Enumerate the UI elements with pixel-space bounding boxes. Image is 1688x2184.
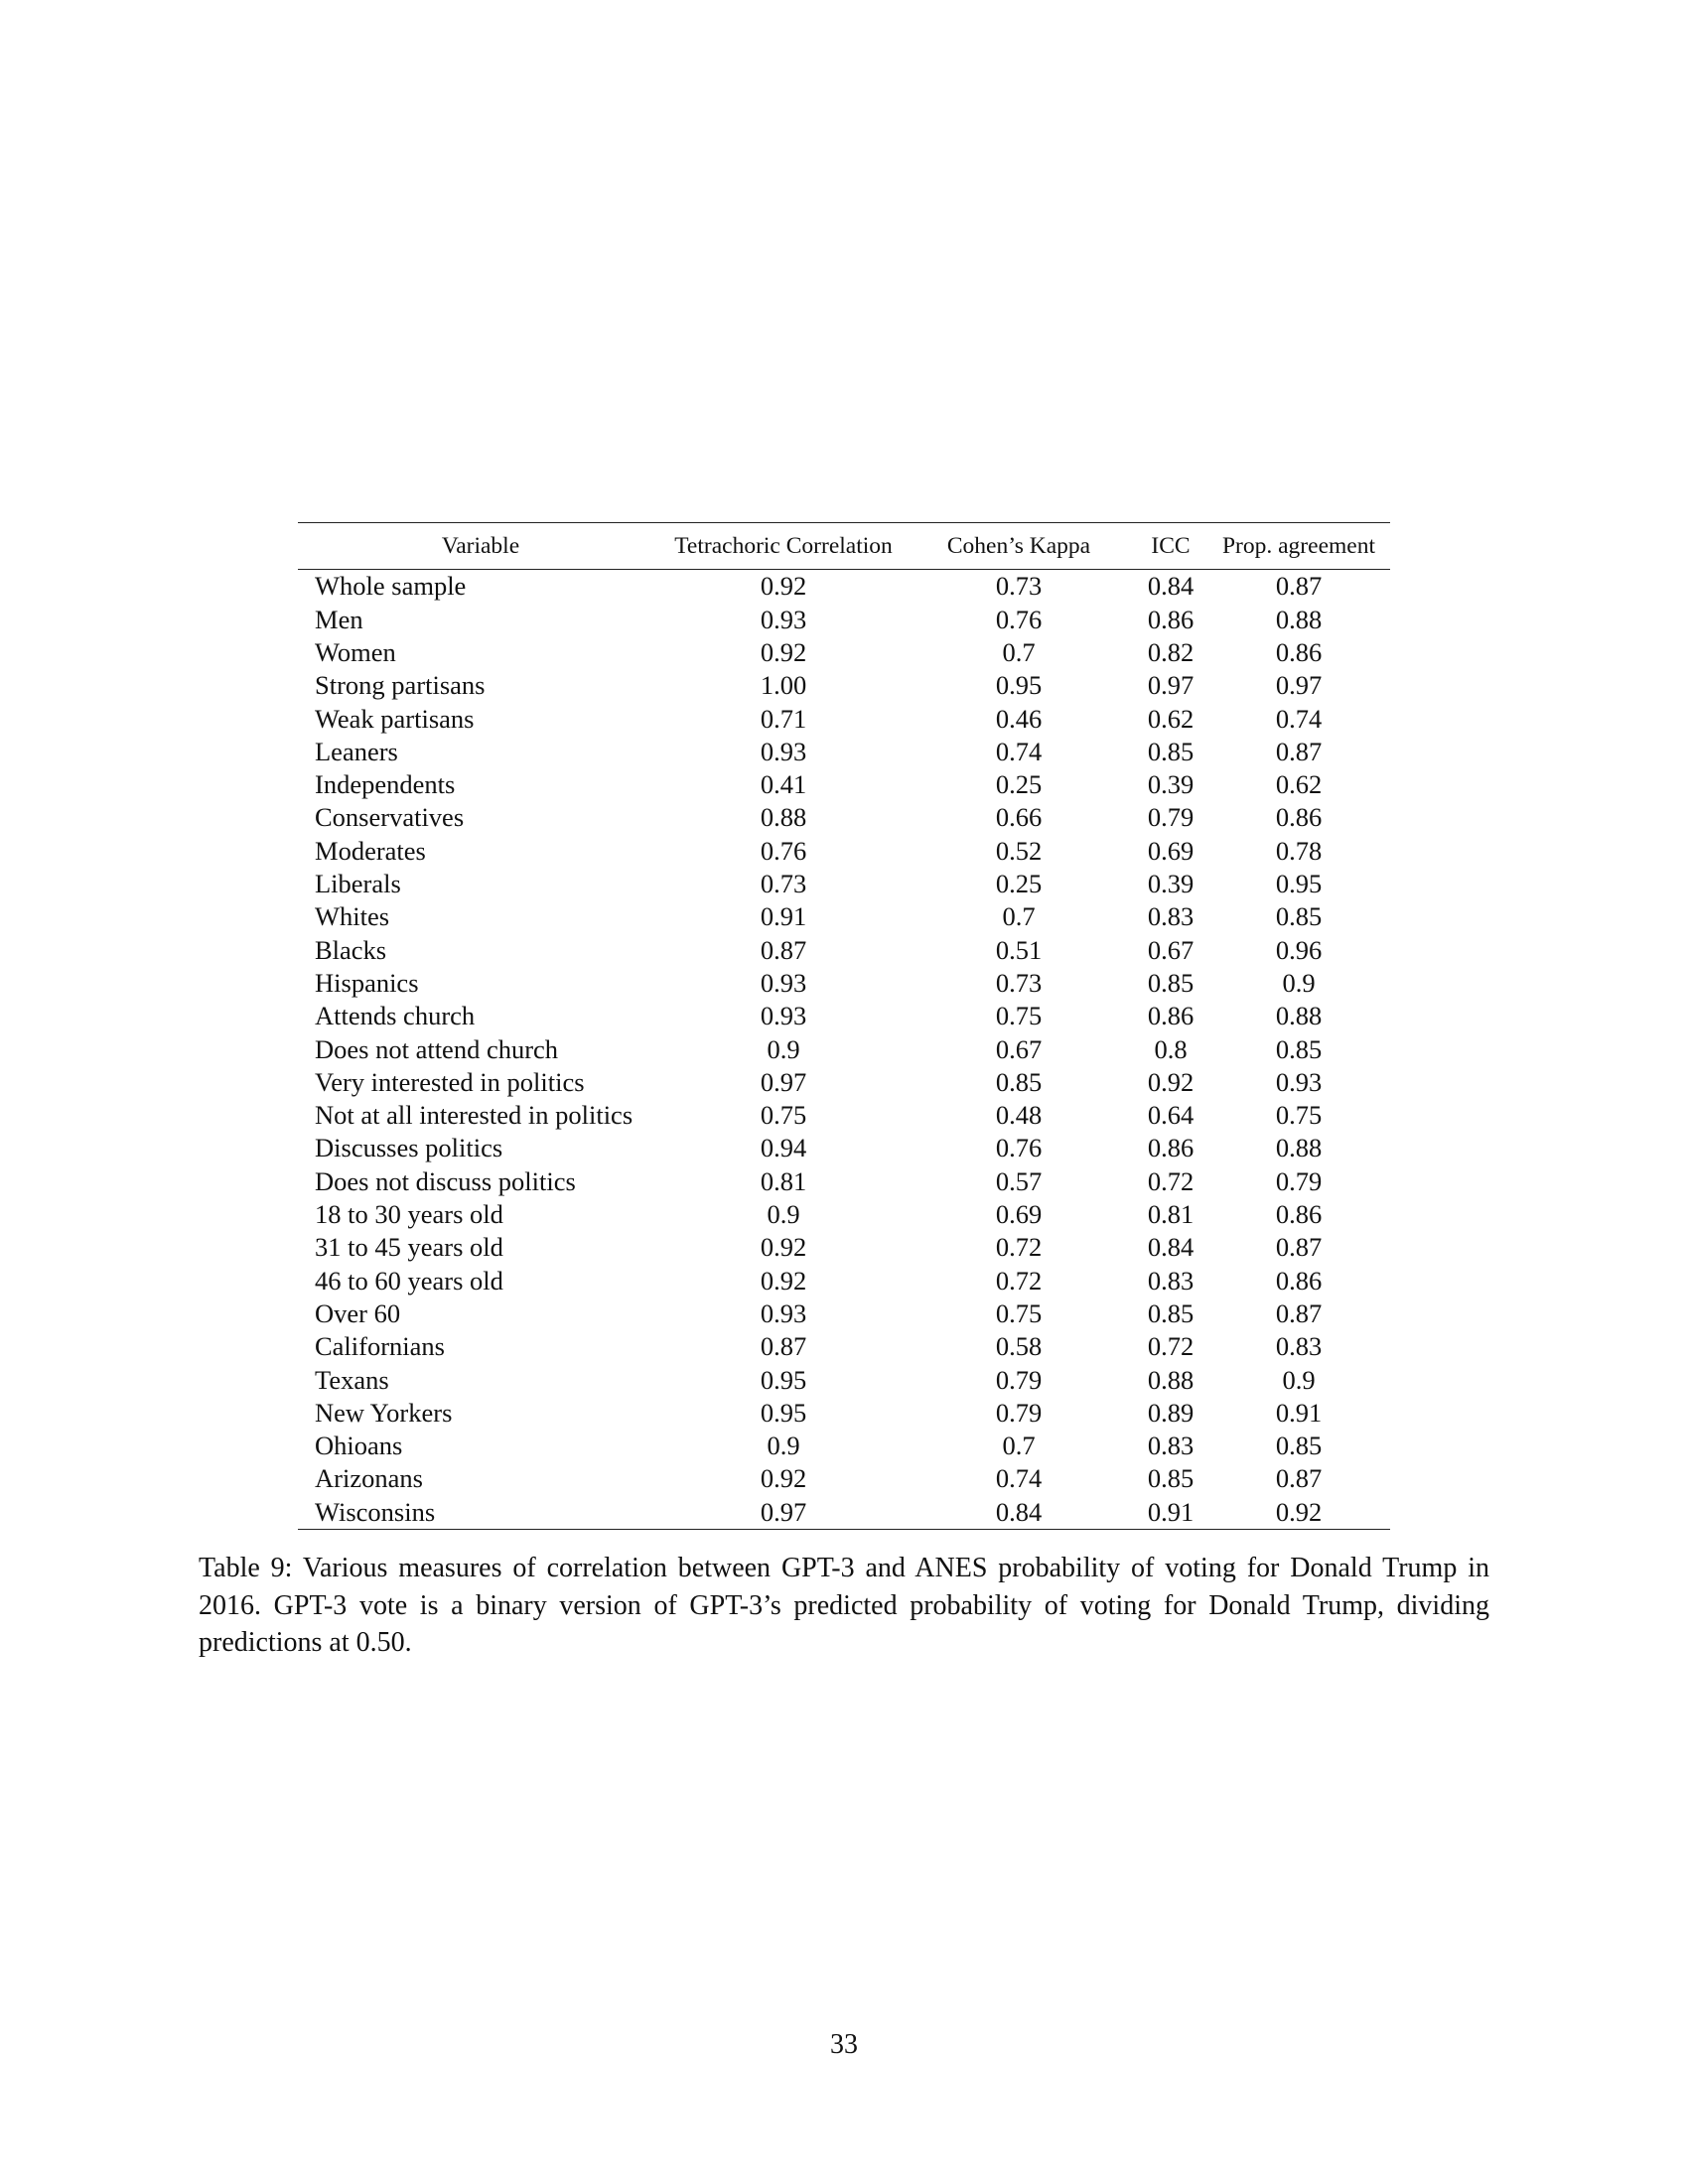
cohens-kappa-cell: 0.7 xyxy=(1002,636,1036,667)
prop-agreement-cell: 0.97 xyxy=(1275,670,1323,701)
prop-agreement-cell: 0.75 xyxy=(1275,1100,1323,1131)
header-cohens-kappa: Cohen’s Kappa xyxy=(904,523,1134,570)
icc-cell: 0.92 xyxy=(1147,1066,1195,1097)
cohens-kappa-cell: 0.74 xyxy=(995,736,1043,766)
row-variable: 18 to 30 years old xyxy=(315,1199,503,1230)
table-row xyxy=(298,967,1390,1000)
prop-agreement-cell: 0.87 xyxy=(1275,1232,1323,1263)
table-row xyxy=(298,1198,1390,1231)
table-row xyxy=(298,768,1390,801)
icc-cell: 0.67 xyxy=(1147,934,1195,965)
row-variable: Texans xyxy=(315,1364,389,1395)
table-row xyxy=(298,735,1390,767)
prop-agreement-cell: 0.85 xyxy=(1275,1033,1323,1064)
page-number: 33 xyxy=(830,2029,858,2060)
cohens-kappa-cell: 0.46 xyxy=(995,703,1043,734)
tetrachoric-correlation-cell: 0.91 xyxy=(760,901,807,932)
cohens-kappa-cell: 0.84 xyxy=(904,1495,1134,1529)
cohens-kappa-cell: 0.69 xyxy=(995,1199,1043,1230)
table-row xyxy=(298,1032,1390,1065)
table-row xyxy=(298,1000,1390,1032)
prop-agreement-cell: 0.87 xyxy=(1275,1297,1323,1328)
icc-cell: 0.39 xyxy=(1147,769,1195,800)
icc-cell: 0.64 xyxy=(1147,1100,1195,1131)
icc-cell: 0.81 xyxy=(1147,1199,1195,1230)
cohens-kappa-cell: 0.52 xyxy=(995,835,1043,866)
table-row xyxy=(298,636,1390,669)
row-variable: Whole sample xyxy=(315,571,467,602)
prop-agreement-cell: 0.96 xyxy=(1275,934,1323,965)
prop-agreement-cell: 0.92 xyxy=(1207,1495,1390,1529)
cohens-kappa-cell: 0.25 xyxy=(995,769,1043,800)
icc-cell: 0.39 xyxy=(1147,869,1195,899)
icc-cell: 0.86 xyxy=(1147,604,1195,634)
row-variable: Does not attend church xyxy=(315,1033,559,1064)
prop-agreement-cell: 0.9 xyxy=(1282,1364,1316,1395)
icc-cell: 0.84 xyxy=(1147,1232,1195,1263)
table-row xyxy=(298,1330,1390,1363)
icc-cell: 0.85 xyxy=(1147,967,1195,998)
prop-agreement-cell: 0.87 xyxy=(1275,1463,1323,1494)
tetrachoric-correlation-cell: 0.71 xyxy=(760,703,807,734)
icc-cell: 0.86 xyxy=(1147,1133,1195,1163)
row-variable: Hispanics xyxy=(315,967,419,998)
table-row xyxy=(298,868,1390,900)
tetrachoric-correlation-cell: 0.76 xyxy=(760,835,807,866)
tetrachoric-correlation-cell: 0.73 xyxy=(760,869,807,899)
tetrachoric-correlation-cell: 0.87 xyxy=(760,934,807,965)
row-variable: Leaners xyxy=(315,736,398,766)
cohens-kappa-cell: 0.7 xyxy=(1002,901,1036,932)
prop-agreement-cell: 0.85 xyxy=(1275,1431,1323,1461)
tetrachoric-correlation-cell: 0.92 xyxy=(760,1265,807,1296)
icc-cell: 0.72 xyxy=(1147,1165,1195,1196)
table-row xyxy=(298,570,1390,604)
row-variable: Blacks xyxy=(315,934,387,965)
cohens-kappa-cell: 0.75 xyxy=(995,1297,1043,1328)
icc-cell: 0.91 xyxy=(1134,1495,1207,1529)
tetrachoric-correlation-cell: 0.81 xyxy=(760,1165,807,1196)
cohens-kappa-cell: 0.25 xyxy=(995,869,1043,899)
tetrachoric-correlation-cell: 0.93 xyxy=(760,736,807,766)
cohens-kappa-cell: 0.51 xyxy=(995,934,1043,965)
results-table-container xyxy=(298,522,1390,1530)
table-header xyxy=(298,523,1390,570)
row-variable: Weak partisans xyxy=(315,703,475,734)
table-row xyxy=(298,900,1390,933)
table-row xyxy=(298,834,1390,867)
prop-agreement-cell: 0.87 xyxy=(1275,571,1323,602)
prop-agreement-cell: 0.93 xyxy=(1275,1066,1323,1097)
tetrachoric-correlation-cell: 0.93 xyxy=(760,967,807,998)
tetrachoric-correlation-cell: 0.9 xyxy=(767,1199,800,1230)
cohens-kappa-cell: 0.73 xyxy=(995,967,1043,998)
row-variable: Wisconsins xyxy=(298,1495,663,1529)
prop-agreement-cell: 0.85 xyxy=(1275,901,1323,932)
prop-agreement-cell: 0.62 xyxy=(1275,769,1323,800)
tetrachoric-correlation-cell: 0.92 xyxy=(760,1463,807,1494)
row-variable: Attends church xyxy=(315,1001,476,1031)
table-row xyxy=(298,933,1390,966)
icc-cell: 0.85 xyxy=(1147,1297,1195,1328)
table-row xyxy=(298,1132,1390,1164)
tetrachoric-correlation-cell: 0.9 xyxy=(767,1033,800,1064)
tetrachoric-correlation-cell: 0.94 xyxy=(760,1133,807,1163)
icc-cell: 0.72 xyxy=(1147,1331,1195,1362)
icc-cell: 0.83 xyxy=(1147,1431,1195,1461)
header-variable: Variable xyxy=(298,523,663,570)
table-row xyxy=(298,1363,1390,1396)
cohens-kappa-cell: 0.79 xyxy=(995,1364,1043,1395)
tetrachoric-correlation-cell: 0.87 xyxy=(760,1331,807,1362)
row-variable: Men xyxy=(315,604,363,634)
icc-cell: 0.8 xyxy=(1154,1033,1188,1064)
table-row xyxy=(298,1396,1390,1429)
row-variable: 31 to 45 years old xyxy=(315,1232,503,1263)
cohens-kappa-cell: 0.79 xyxy=(995,1397,1043,1428)
prop-agreement-cell: 0.74 xyxy=(1275,703,1323,734)
prop-agreement-cell: 0.83 xyxy=(1275,1331,1323,1362)
tetrachoric-correlation-cell: 0.93 xyxy=(760,604,807,634)
table-row xyxy=(298,1297,1390,1330)
prop-agreement-cell: 0.86 xyxy=(1275,802,1323,833)
row-variable: Californians xyxy=(315,1331,445,1362)
cohens-kappa-cell: 0.7 xyxy=(1002,1431,1036,1461)
tetrachoric-correlation-cell: 0.75 xyxy=(760,1100,807,1131)
tetrachoric-correlation-cell: 0.92 xyxy=(760,1232,807,1263)
icc-cell: 0.86 xyxy=(1147,1001,1195,1031)
cohens-kappa-cell: 0.48 xyxy=(995,1100,1043,1131)
cohens-kappa-cell: 0.85 xyxy=(995,1066,1043,1097)
prop-agreement-cell: 0.79 xyxy=(1275,1165,1323,1196)
icc-cell: 0.62 xyxy=(1147,703,1195,734)
row-variable: Does not discuss politics xyxy=(315,1165,576,1196)
row-variable: 46 to 60 years old xyxy=(315,1265,503,1296)
row-variable: Conservatives xyxy=(315,802,465,833)
table-row xyxy=(298,1231,1390,1264)
cohens-kappa-cell: 0.75 xyxy=(995,1001,1043,1031)
cohens-kappa-cell: 0.76 xyxy=(995,1133,1043,1163)
row-variable: Arizonans xyxy=(315,1463,423,1494)
icc-cell: 0.84 xyxy=(1147,571,1195,602)
tetrachoric-correlation-cell: 0.41 xyxy=(760,769,807,800)
header-icc: ICC xyxy=(1134,523,1207,570)
prop-agreement-cell: 0.9 xyxy=(1282,967,1316,998)
tetrachoric-correlation-cell: 1.00 xyxy=(760,670,807,701)
row-variable: Not at all interested in politics xyxy=(315,1100,633,1131)
cohens-kappa-cell: 0.95 xyxy=(995,670,1043,701)
row-variable: Independents xyxy=(315,769,456,800)
row-variable: Ohioans xyxy=(315,1431,403,1461)
row-variable: Very interested in politics xyxy=(315,1066,585,1097)
tetrachoric-correlation-cell: 0.92 xyxy=(760,571,807,602)
tetrachoric-correlation-cell: 0.93 xyxy=(760,1297,807,1328)
tetrachoric-correlation-cell: 0.92 xyxy=(760,636,807,667)
prop-agreement-cell: 0.88 xyxy=(1275,1001,1323,1031)
table-body xyxy=(298,570,1390,1530)
table-row xyxy=(298,1065,1390,1098)
table-row xyxy=(298,603,1390,635)
cohens-kappa-cell: 0.58 xyxy=(995,1331,1043,1362)
prop-agreement-cell: 0.95 xyxy=(1275,869,1323,899)
table-row xyxy=(298,1495,1390,1529)
row-variable: New Yorkers xyxy=(315,1397,453,1428)
prop-agreement-cell: 0.88 xyxy=(1275,604,1323,634)
table-row xyxy=(298,1164,1390,1197)
table-header-row xyxy=(298,523,1390,570)
header-prop-agreement: Prop. agreement xyxy=(1207,523,1390,570)
table-row xyxy=(298,801,1390,834)
tetrachoric-correlation-cell: 0.88 xyxy=(760,802,807,833)
cohens-kappa-cell: 0.72 xyxy=(995,1265,1043,1296)
row-variable: Over 60 xyxy=(315,1297,401,1328)
icc-cell: 0.89 xyxy=(1147,1397,1195,1428)
prop-agreement-cell: 0.86 xyxy=(1275,1199,1323,1230)
row-variable: Women xyxy=(315,636,396,667)
prop-agreement-cell: 0.87 xyxy=(1275,736,1323,766)
tetrachoric-correlation-cell: 0.97 xyxy=(663,1495,904,1529)
icc-cell: 0.83 xyxy=(1147,901,1195,932)
table-row xyxy=(298,669,1390,702)
row-variable: Discusses politics xyxy=(315,1133,503,1163)
correlation-table xyxy=(298,522,1390,1530)
cohens-kappa-cell: 0.57 xyxy=(995,1165,1043,1196)
icc-cell: 0.88 xyxy=(1147,1364,1195,1395)
row-variable: Whites xyxy=(315,901,390,932)
row-variable: Strong partisans xyxy=(315,670,486,701)
tetrachoric-correlation-cell: 0.97 xyxy=(760,1066,807,1097)
icc-cell: 0.85 xyxy=(1147,736,1195,766)
cohens-kappa-cell: 0.66 xyxy=(995,802,1043,833)
row-variable: Moderates xyxy=(315,835,426,866)
icc-cell: 0.82 xyxy=(1147,636,1195,667)
table-row xyxy=(298,702,1390,735)
tetrachoric-correlation-cell: 0.9 xyxy=(767,1431,800,1461)
prop-agreement-cell: 0.88 xyxy=(1275,1133,1323,1163)
prop-agreement-cell: 0.91 xyxy=(1275,1397,1323,1428)
cohens-kappa-cell: 0.74 xyxy=(995,1463,1043,1494)
table-row xyxy=(298,1099,1390,1132)
table-row xyxy=(298,1462,1390,1495)
prop-agreement-cell: 0.78 xyxy=(1275,835,1323,866)
cohens-kappa-cell: 0.76 xyxy=(995,604,1043,634)
table-row xyxy=(298,1264,1390,1297)
tetrachoric-correlation-cell: 0.95 xyxy=(760,1397,807,1428)
icc-cell: 0.69 xyxy=(1147,835,1195,866)
header-tetrachoric-correlation: Tetrachoric Correlation xyxy=(663,523,904,570)
table-caption: Table 9: Various measures of correlation between GPT-3 and ANES probability of voting for Donald Trump in 2016. GPT-3 vote is a binary version of GPT-3’s predicted probability of voting for Donald Trump, dividing predictions at 0.50. xyxy=(199,1553,1489,1658)
icc-cell: 0.97 xyxy=(1147,670,1195,701)
tetrachoric-correlation-cell: 0.93 xyxy=(760,1001,807,1031)
prop-agreement-cell: 0.86 xyxy=(1275,636,1323,667)
icc-cell: 0.85 xyxy=(1147,1463,1195,1494)
cohens-kappa-cell: 0.73 xyxy=(995,571,1043,602)
cohens-kappa-cell: 0.67 xyxy=(995,1033,1043,1064)
icc-cell: 0.83 xyxy=(1147,1265,1195,1296)
icc-cell: 0.79 xyxy=(1147,802,1195,833)
tetrachoric-correlation-cell: 0.95 xyxy=(760,1364,807,1395)
prop-agreement-cell: 0.86 xyxy=(1275,1265,1323,1296)
row-variable: Liberals xyxy=(315,869,401,899)
table-row xyxy=(298,1430,1390,1462)
cohens-kappa-cell: 0.72 xyxy=(995,1232,1043,1263)
